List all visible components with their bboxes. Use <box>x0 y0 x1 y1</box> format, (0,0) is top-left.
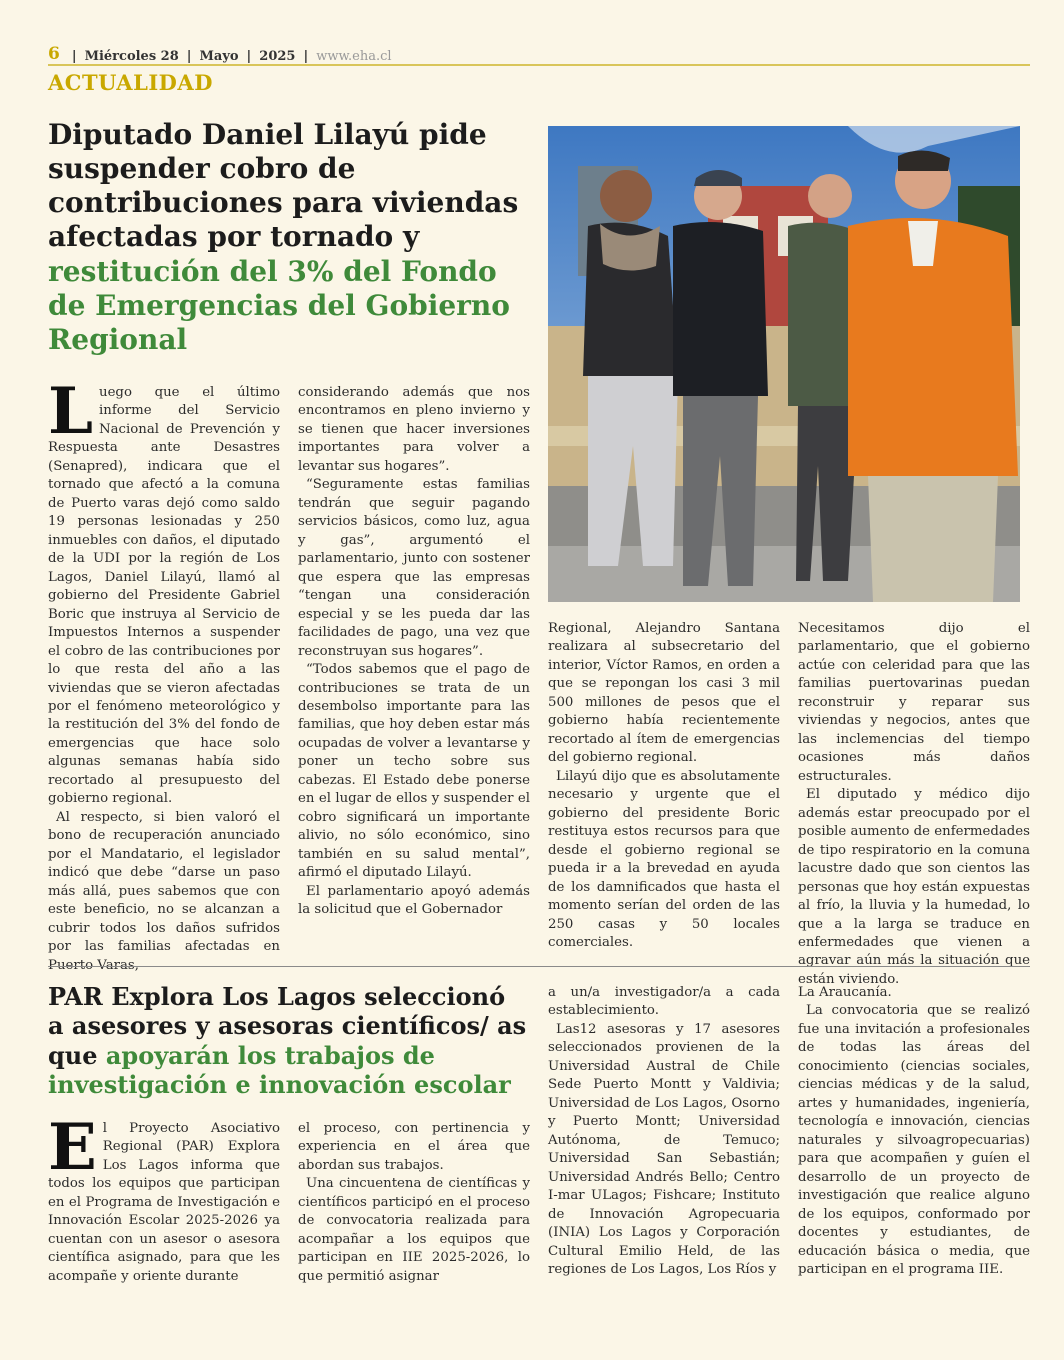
paragraph: “Seguramente estas familias tendrán que seguir pagando servicios básicos, como luz, agua y gas”, argumentó el parlamentario, junto con sostener que espera que las empresas “tengan una consideración especial y se les pueda dar las facilidades de pago, una vez que reconstruyan sus hogares”. <box>298 477 530 659</box>
article1-headline-black: Diputado Daniel Lilayú pide suspender cobro de contribuciones para viviendas afectadas por tornado y <box>48 118 519 254</box>
article-divider <box>48 966 1030 967</box>
page-number: 6 <box>48 44 60 64</box>
article1-drop-cap: L <box>48 374 93 449</box>
article1-photo <box>548 126 1020 602</box>
article2-headline <box>48 982 528 1099</box>
article1-column-2 <box>298 384 530 920</box>
header-separator: | <box>186 49 192 64</box>
section-label: ACTUALIDAD <box>48 70 213 95</box>
header-website[interactable]: www.eha.cl <box>316 49 392 64</box>
paragraph: El diputado y médico dijo además estar preocupado por el posible aumento de enfermedades de tipo respiratorio en la comuna lacustre dado que son cientos las personas que hoy están expuestas al frío, la lluvia y la humedad, lo que a la larga se traduce en enfermedades que vienen a agravar aún más la situación que están viviendo. <box>798 787 1030 987</box>
paragraph: considerando además que nos encontramos en pleno invierno y se tienen que hacer inversiones importantes para volver a levantar sus hogares”. <box>298 385 530 474</box>
paragraph: uego que el último informe del Servicio Nacional de Prevención y Respuesta ante Desastres (Senapred), indicara que el tornado que afectó a la comuna de Puerto varas dejó como saldo 19 personas lesionadas y 250 inmuebles con daños, el diputado de la UDI por la región de Los Lagos, Daniel Lilayú, llamó al gobierno del Presidente Gabriel Boric que instruya al Servicio de Impuestos Internos a suspender el cobro de las contribuciones por lo que resta del año a las viviendas que se vieron afectadas por el fenómeno meteorológico y la restitución del 3% del fondo de emergencias que hace solo algunas semanas había sido recortado al presupuesto del gobierno regional. <box>48 385 280 807</box>
article1-headline <box>48 118 528 357</box>
paragraph: “Todos sabemos que el pago de contribuciones se trata de un desembolso importante para las familias, que hoy deben estar más ocupadas de volver a levantarse y poner un techo sobre sus cabezas. El Estado debe ponerse en el lugar de ellos y suspender el cobro significará un importante alivio, no sólo económico, sino también en su salud mental”, afirmó el diputado Lilayú. <box>298 662 530 881</box>
article1-headline-green: restitución del 3% del Fondo de Emergencias del Gobierno Regional <box>48 254 510 356</box>
article1-column-3 <box>548 620 780 952</box>
paragraph: Las12 asesoras y 17 asesores seleccionados provienen de la Universidad Austral de Chile Sede Puerto Montt y Valdivia; Universidad de Los Lagos, Osorno y Puerto Montt; Universidad Autónoma, de Temuco; Universidad San Sebastián; Universidad Andrés Bello; Centro I-mar ULagos; Fishcare; Instituto de Innovación Agropecuaria (INIA) Los Lagos y Corporación Cultural Emilio Held, de las regiones de Los Lagos, Los Ríos y <box>548 1021 780 1278</box>
article2-headline-black: PAR Explora Los Lagos seleccionó a asesores y asesoras científicos/ as que <box>48 982 527 1070</box>
article2-column-4 <box>798 984 1030 1280</box>
photo-illustration <box>548 126 1020 602</box>
header-month: Mayo <box>199 49 239 64</box>
article2-column-3 <box>548 984 780 1280</box>
page-header <box>48 40 1030 66</box>
header-separator: | <box>303 49 309 64</box>
article2-column-1 <box>48 1110 280 1286</box>
paragraph: La Araucanía. <box>798 985 892 1000</box>
paragraph: l Proyecto Asociativo Regional (PAR) Explora Los Lagos informa que todos los equipos que participan en el Programa de Investigación e Innovación Escolar 2025-2026 ya cuentan con un asesor o asesora científica asignado, para que les acompañe y oriente durante <box>48 1121 280 1284</box>
article2-headline-green: apoyarán los trabajos de investigación e innovación escolar <box>48 1040 511 1099</box>
article2-drop-cap: E <box>48 1110 97 1185</box>
article1-column-1 <box>48 374 280 975</box>
header-separator: | <box>71 49 77 64</box>
paragraph: El parlamentario apoyó además la solicitud que el Gobernador <box>298 883 530 918</box>
paragraph: La convocatoria que se realizó fue una invitación a profesionales de todas las áreas del conocimiento (ciencias sociales, ciencias médicas y de la salud, artes y humanidades, ingeniería, tecnología e innovación, ciencias naturales y silvoagropecuarias) para que acompañen y guíen el desarrollo de un proyecto de investigación que realice alguno de los equipos, conformado por docentes y estudiantes, de educación básica o media, que participan en el programa IIE. <box>798 1003 1030 1278</box>
header-separator: | <box>246 49 252 64</box>
paragraph: Al respecto, si bien valoró el bono de recuperación anunciado por el Mandatario, el legislador indicó que debe “darse un paso más allá, pues sabemos que con este beneficio, no se alcanzan a cubrir todos los daños sufridos por las familias afectadas en Puerto Varas, <box>48 809 280 973</box>
paragraph: Una cincuentena de científicas y científicos participó en el proceso de convocatoria realizada para acompañar a los equipos que participan en IIE 2025-2026, lo que permitió asignar <box>298 1176 530 1284</box>
article2-column-2 <box>298 1120 530 1286</box>
paragraph: Necesitamos dijo el parlamentario, que el gobierno actúe con celeridad para que las familias puertovarinas puedan reconstruir y reparar sus viviendas y negocios, antes que las inclemencias del tiempo ocasiones más daños estructurales. <box>798 621 1030 784</box>
paragraph: Lilayú dijo que es absolutamente necesario y urgente que el gobierno del presidente Boric restituya estos recursos para que desde el gobierno regional se pueda ir a la brevedad en ayuda de los damnificados que hasta el momento serían del orden de las 250 casas y 50 locales comerciales. <box>548 768 780 950</box>
paragraph: Regional, Alejandro Santana realizara al subsecretario del interior, Víctor Ramos, en orden a que se repongan los casi 3 mil 500 millones de pesos que el gobierno había recientemente recortado al ítem de emergencias del gobierno regional. <box>548 621 780 766</box>
article1-column-4 <box>798 620 1030 989</box>
paragraph: el proceso, con pertinencia y experiencia en el área que abordan sus trabajos. <box>298 1121 530 1173</box>
header-year: 2025 <box>259 49 296 64</box>
header-day: Miércoles 28 <box>84 49 179 64</box>
paragraph: a un/a investigador/a a cada establecimiento. <box>548 985 780 1019</box>
